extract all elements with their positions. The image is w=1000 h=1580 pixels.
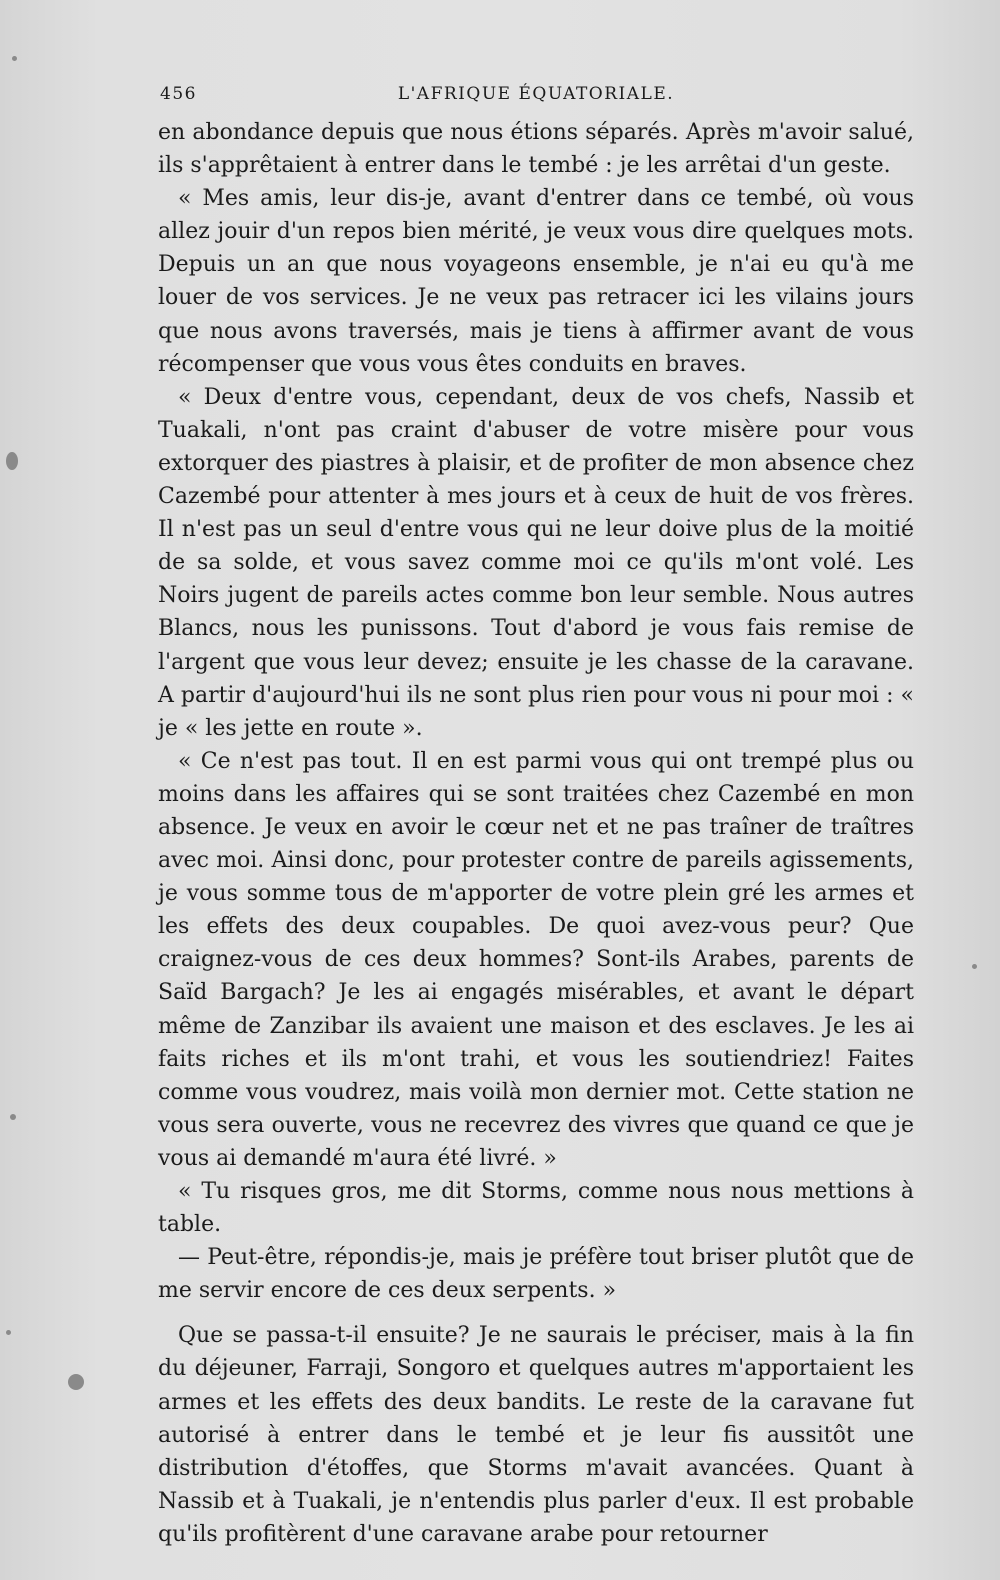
paragraph: « Tu risques gros, me dit Storms, comme nous nous mettions à table. (158, 1179, 914, 1238)
paragraph: — Peut-être, répondis-je, mais je préfère tout briser plutôt que de me servir encore de ces deux serpents. » (158, 1245, 914, 1304)
running-title: L'AFRIQUE ÉQUATORIALE. (397, 84, 675, 104)
paragraph: « Mes amis, leur dis-je, avant d'entrer dans ce tembé, où vous allez jouir d'un repos bien mérité, je veux vous dire quelques mots. Depuis un an que nous voyageons ensemble, je n'ai eu qu'à me louer de vos services. Je ne veux pas retracer ici les vilains jours que nous avons traversés, mais je tiens à affirmer avant de vous récompenser que vous vous êtes conduits en braves. (158, 186, 914, 377)
page-speck (972, 964, 977, 969)
running-head (158, 80, 914, 114)
paragraph: Que se passa-t-il ensuite? Je ne saurais le préciser, mais à la fin du déjeuner, Farraji, Songoro et quelques autres m'apportaient les armes et les effets des deux bandits. Le reste de la caravane fut autorisé à entrer dans le tembé et je leur fis aussitôt une distribution d'étoffes, que Storms m'avait avancées. Quant à Nassib et à Tuakali, je n'entendis plus parler d'eux. Il est probable qu'ils profitèrent d'une caravane arabe pour retourner (158, 1323, 914, 1547)
page-number: 456 (160, 84, 197, 104)
paragraph: en abondance depuis que nous étions séparés. Après m'avoir salué, ils s'apprêtaient à entrer dans le tembé : je les arrêtai d'un geste. (158, 120, 914, 179)
paragraph: « Ce n'est pas tout. Il en est parmi vous qui ont trempé plus ou moins dans les affaires qui se sont traitées chez Cazembé en mon absence. Je veux en avoir le cœur net et ne pas traîner de traîtres avec moi. Ainsi donc, pour protester contre de pareils agissements, je vous somme tous de m'apporter de votre plein gré les armes et les effets des deux coupables. De quoi avez-vous peur? Que craignez-vous de ces deux hommes? Sont-ils Arabes, parents de Saïd Bargach? Je les ai engagés misérables, et avant le départ même de Zanzibar ils avaient une maison et des esclaves. Je les ai faits riches et ils m'ont trahi, et vous les soutiendriez! Faites comme vous voudrez, mais voilà mon dernier mot. Cette station ne vous sera ouverte, vous ne recevrez des vivres que quand ce que je vous ai demandé m'aura été livré. » (158, 748, 914, 1171)
paragraph: « Deux d'entre vous, cependant, deux de vos chefs, Nassib et Tuakali, n'ont pas craint d'abuser de votre misère pour vous extorquer des piastres à plaisir, et de profiter de mon absence chez Cazembé pour attenter à mes jours et à ceux de huit de vos frères. Il n'est pas un seul d'entre vous qui ne leur doive plus de la moitié de sa solde, et vous savez comme moi ce qu'ils m'ont volé. Les Noirs jugent de pareils actes comme bon leur semble. Nous autres Blancs, nous les punissons. Tout d'abord je vous fais remise de l'argent que vous leur devez; ensuite je les chasse de la caravane. A partir d'aujourd'hui ils ne sont plus rien pour vous ni pour moi : « je « les jette en route ». (158, 384, 914, 741)
page-speck (6, 1330, 11, 1335)
page-speck (6, 452, 18, 470)
body-text (158, 116, 914, 1551)
page-speck (10, 1114, 16, 1120)
page-speck (68, 1374, 84, 1390)
page-speck (12, 56, 17, 61)
text-block (158, 80, 914, 1551)
